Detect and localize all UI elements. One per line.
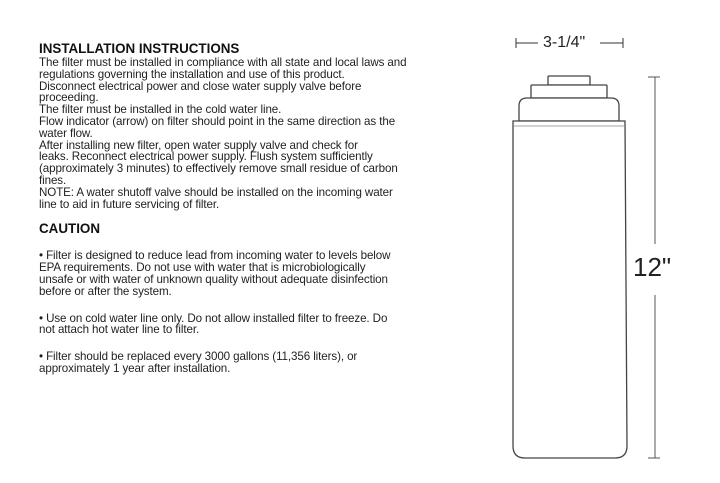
instructions-column	[39, 42, 484, 375]
cartridge-body	[513, 76, 627, 458]
caution-bullet	[39, 351, 484, 375]
installation-line: proceeding.	[39, 91, 99, 105]
width-dimension-label: 3-1/4"	[543, 34, 586, 51]
caution-line: approximately 1 year after installation.	[39, 361, 231, 375]
installation-line: After installing new filter, open water supply valve and check for	[39, 138, 358, 152]
installation-line: water flow.	[39, 126, 93, 140]
installation-line: fines.	[39, 173, 67, 187]
caution-line: • Use on cold water line only. Do not allow installed filter to freeze. Do	[39, 311, 388, 325]
caution-bullet	[39, 250, 484, 297]
caution-heading: CAUTION	[39, 221, 100, 237]
caution-line: before or after the system.	[39, 284, 172, 298]
caution-line: • Filter is designed to reduce lead from incoming water to levels below	[39, 249, 391, 263]
caution-line: not attach hot water line to filter.	[39, 323, 200, 337]
installation-line: NOTE: A water shutoff valve should be installed on the incoming water	[39, 185, 393, 199]
installation-line: regulations governing the installation and use of this product.	[39, 67, 345, 81]
caution-list	[39, 250, 484, 374]
installation-line: (approximately 3 minutes) to effectively remove small residue of carbon	[39, 162, 398, 176]
installation-line: line to aid in future servicing of filter.	[39, 197, 220, 211]
installation-line: Disconnect electrical power and close water supply valve before	[39, 79, 362, 93]
installation-line: Flow indicator (arrow) on filter should point in the same direction as the	[39, 114, 396, 128]
caution-line: • Filter should be replaced every 3000 gallons (11,356 liters), or	[39, 350, 358, 364]
filter-cartridge-diagram	[500, 0, 720, 483]
installation-line: The filter must be installed in the cold water line.	[39, 103, 282, 117]
installation-line: The filter must be installed in compliance with all state and local laws and	[39, 56, 407, 69]
caution-line: EPA requirements. Do not use with water that is microbiologically	[39, 261, 366, 275]
caution-line: unsafe or with water of unknown quality without adequate disinfection	[39, 272, 388, 286]
caution-bullet	[39, 313, 484, 337]
installation-heading: INSTALLATION INSTRUCTIONS	[39, 41, 240, 56]
installation-body	[39, 57, 484, 210]
installation-line: leaks. Reconnect electrical power supply. Flush system sufficiently	[39, 150, 373, 164]
height-dimension-label: 12"	[633, 252, 672, 282]
